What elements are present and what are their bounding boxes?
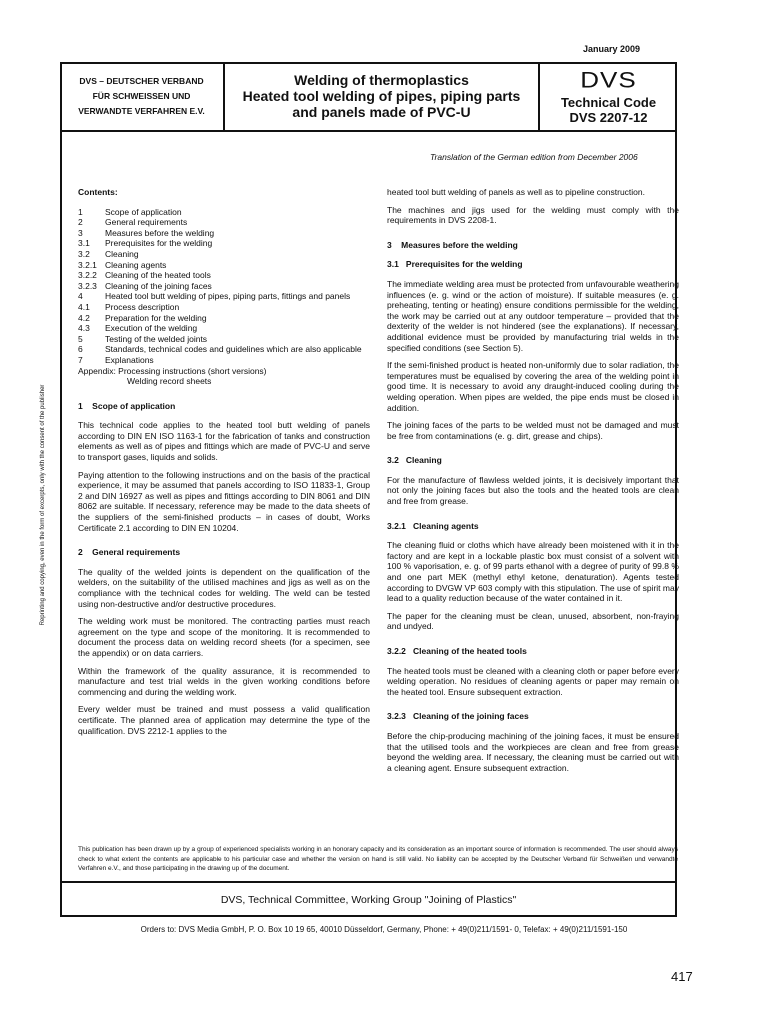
toc-number: 4.1 xyxy=(78,301,90,312)
section-3-2-heading: 3.2 Cleaning xyxy=(387,455,442,466)
toc-text: Prerequisites for the welding xyxy=(105,238,213,249)
contents-heading: Contents: xyxy=(78,187,118,197)
toc-text: Heated tool butt welding of pipes, piping parts, fittings and panels xyxy=(105,291,351,302)
section-3-1-paragraph: The joining faces of the parts to be welded must not be damaged and must be free from contaminations (e. g. dirt, grease and chips). xyxy=(387,420,679,441)
toc-appendix-sub[interactable]: Welding record sheets xyxy=(127,376,212,387)
toc-number: 1 xyxy=(78,206,83,217)
toc-text: Process description xyxy=(105,301,180,312)
toc-text: Execution of the welding xyxy=(105,323,198,334)
section-2-paragraph: Within the framework of the quality assurance, it is recommended to manufacture and test trial welds in the given working conditions before commencing and during the welding work. xyxy=(78,665,370,697)
section-3-2-3-paragraph: Before the chip-producing machining of the joining faces, it must be ensured that the utilised tools and the workpieces are clean and free from grease beyond the welding area. If necessary, the cleaning must be carried out with a cleaning agent. Ensure subsequent extraction. xyxy=(387,730,679,773)
section-3-1-paragraph: If the semi-finished product is heated non-uniformly due to solar radiation, the temperatures must be equalised by covering the area of the welding point in good time. It is necessary to avoid any draught-induced cooling during the welding operation. When pipes are welded, the pipe ends must be closed in addition. xyxy=(387,360,679,413)
document-title xyxy=(225,62,540,130)
publisher-line: FÜR SCHWEISSEN UND xyxy=(92,90,191,101)
toc-item[interactable] xyxy=(78,302,370,313)
section-3-2-paragraph: For the manufacture of flawless welded joints, it is decisively important that not only the joining faces but also the tools and the heated tools are clean and free from grease. xyxy=(387,474,679,507)
sidebar-copyright-notice xyxy=(37,347,49,662)
toc-appendix[interactable]: Appendix: Processing instructions (short versions) xyxy=(78,365,267,376)
toc-number: 3.2.3 xyxy=(78,280,97,291)
publisher-line: VERWANDTE VERFAHREN E.V. xyxy=(78,105,205,116)
left-column xyxy=(78,187,370,743)
toc-number: 5 xyxy=(78,333,83,344)
toc-number: 3.2 xyxy=(78,248,90,259)
section-3-2-1-paragraph: The cleaning fluid or cloths which have already been moistened with it in the factory and are kept in a lockable plastic box must consist of a solvent with 100 % vaporisation, e. g. of 99 parts ethanol with a degree of purity of 99.8 % and one part MEK (methyl ethyl ketone, denaturation). Agents tested according to DVGW VP 603 comply with this stipulation. The use of spirit may lead to a quality reduction because of the water contained in it. xyxy=(387,540,679,604)
section-3-2-1-paragraph: The paper for the cleaning must be clean, unused, absorbent, non-fraying and undyed. xyxy=(387,610,679,632)
toc-number: 6 xyxy=(78,344,83,355)
toc-text: General requirements xyxy=(105,217,188,228)
toc-text: Cleaning of the joining faces xyxy=(105,280,212,291)
technical-code-number: DVS 2207-12 xyxy=(569,110,648,125)
toc-number: 3.2.2 xyxy=(78,270,97,281)
section-3-heading: 3 Measures before the welding xyxy=(387,239,518,250)
toc-number: 4.2 xyxy=(78,312,90,323)
toc-number: 4.3 xyxy=(78,323,90,334)
toc-item[interactable] xyxy=(78,260,370,271)
orders-contact-line: Orders to: DVS Media GmbH, P. O. Box 10 19 65, 40010 Düsseldorf, Germany, Phone: + 49(0)211/1591- 0, Telefax: + 49(0)211/1591-150 xyxy=(140,925,628,934)
toc-number: 7 xyxy=(78,354,83,365)
dvs-logo: DVS xyxy=(580,67,637,93)
toc-text: Cleaning agents xyxy=(105,259,167,270)
toc-number: 3.1 xyxy=(78,238,90,249)
section-2-paragraph: The machines and jigs used for the welding must comply with the requirements in DVS 2208-1. xyxy=(387,204,679,226)
toc-number: 2 xyxy=(78,217,83,228)
section-3-1-paragraph: The immediate welding area must be protected from unfavourable weathering influences (e. g. wind or the action of moisture). If suitable measures (e. g. preheating, tenting or heating) ensure conditions permissible for the welding, the work may be carried out at any outdoor temperature – provided that the dexterity of the welder is not hindered (see the explanations). If necessary, additional evidence must be provided by manufacturing trial welds in the specified conditions (see Section 5). xyxy=(387,278,679,353)
section-2-paragraph: Every welder must be trained and must possess a valid qualification certificate. The planned area of application may determine the type of the qualification. DVS 2212-1 applies to the xyxy=(78,704,370,736)
committee-footer xyxy=(60,881,677,917)
sidebar-notice-text: Reprinting and copying, even in the form of excerpts, only with the consent of the publisher xyxy=(40,384,46,625)
section-2-paragraph: The welding work must be monitored. The contracting parties must reach agreement on the type and scope of the monitoring. It is recommended to document the process data on welding record sheets (for a specimen, see the appendix) or on data carriers. xyxy=(78,616,370,658)
toc-text: Standards, technical codes and guidelines which are also applicable xyxy=(105,344,362,355)
toc-number: 4 xyxy=(78,291,83,302)
toc-item[interactable] xyxy=(78,270,370,281)
toc-text: Cleaning xyxy=(105,248,139,259)
toc-text: Cleaning of the heated tools xyxy=(105,270,211,281)
document-date: January 2009 xyxy=(583,44,641,54)
technical-code-block xyxy=(540,62,677,130)
toc-text: Measures before the welding xyxy=(105,227,215,238)
section-3-2-2-heading: 3.2.2 Cleaning of the heated tools xyxy=(387,646,527,656)
disclaimer-text: This publication has been drawn up by a group of experienced specialists working in an honorary capacity and its consideration as an important source of information is recommended. The user should always check to what extent the contents are applicable to his particular case and whether the version on hand is still valid. No liability can be accepted by the Deutscher Verband für Schweißen und verwandte Verfahren e.V., and those participating in the drawing up of the document. xyxy=(78,846,678,872)
toc-item[interactable] xyxy=(78,228,370,239)
table-of-contents xyxy=(78,207,370,387)
translation-note: Translation of the German edition from December 2006 xyxy=(430,152,638,162)
toc-item[interactable] xyxy=(78,313,370,324)
toc-item[interactable] xyxy=(78,217,370,228)
section-3-2-1-heading: 3.2.1 Cleaning agents xyxy=(387,520,479,531)
section-2-paragraph: The quality of the welded joints is dependent on the qualification of the welders, on the suitability of the utilised machines and jigs as well as on the compliance with the technical codes for welding. The weld can be tested using non-destructive and/or destructive procedures. xyxy=(78,566,370,609)
toc-number: 3.2.1 xyxy=(78,259,97,270)
right-column xyxy=(387,187,679,780)
toc-text: Explanations xyxy=(105,354,154,365)
toc-item[interactable] xyxy=(78,355,370,366)
title-line: Heated tool welding of pipes, piping parts xyxy=(242,88,521,104)
toc-item[interactable] xyxy=(78,334,370,345)
toc-item[interactable] xyxy=(78,291,370,302)
toc-item[interactable] xyxy=(78,249,370,260)
publisher-line: DVS – DEUTSCHER VERBAND xyxy=(79,75,204,86)
toc-text: Preparation for the welding xyxy=(105,312,207,323)
toc-item[interactable] xyxy=(78,207,370,218)
document-header xyxy=(60,62,677,132)
section-2-paragraph: heated tool butt welding of panels as well as to pipeline construction. xyxy=(387,187,645,197)
page-number: 417 xyxy=(671,969,693,984)
toc-item[interactable] xyxy=(78,323,370,334)
toc-number: 3 xyxy=(78,227,83,238)
toc-text: Scope of application xyxy=(105,206,182,217)
toc-item[interactable] xyxy=(78,281,370,292)
title-line: Welding of thermoplastics xyxy=(294,72,469,88)
section-3-2-2-paragraph: The heated tools must be cleaned with a cleaning cloth or paper before every welding operation. No residues of cleaning agents or paper may remain on the heated tool. Ensure subsequent extraction. xyxy=(387,665,679,697)
toc-item[interactable] xyxy=(78,238,370,249)
section-3-2-3-heading: 3.2.3 Cleaning of the joining faces xyxy=(387,711,529,722)
section-1-paragraph: Paying attention to the following instructions and on the basis of the practical experience, it may be assumed that panels according to ISO 11833-1, Group 2 and DIN 16927 as well as pipes and fittings according to DIN 8061 and DIN 8062 are suitable. If necessary, reference may be made to the data sheets of the suppliers of the semi-finished products – in cases of doubt, Works Certificate 2.1 according to DIN EN 10204. xyxy=(78,469,370,533)
section-2-heading: 2 General requirements xyxy=(78,547,181,558)
title-line: and panels made of PVC-U xyxy=(292,104,471,120)
committee-text: DVS, Technical Committee, Working Group "Joining of Plastics" xyxy=(220,894,517,906)
section-1-heading: 1 Scope of application xyxy=(78,400,176,411)
technical-code-label: Technical Code xyxy=(560,95,657,110)
toc-item[interactable] xyxy=(78,344,370,355)
section-3-1-heading: 3.1 Prerequisites for the welding xyxy=(387,259,523,270)
section-1-paragraph: This technical code applies to the heated tool butt welding of panels according to DIN EN ISO 1163-1 for the fabrication of tanks and construction elements as well as of pipes and fittings which are made of PVC-U and serve to transport gases, liquids and solids. xyxy=(78,420,370,463)
toc-text: Testing of the welded joints xyxy=(105,333,208,344)
publisher-block xyxy=(60,62,225,130)
